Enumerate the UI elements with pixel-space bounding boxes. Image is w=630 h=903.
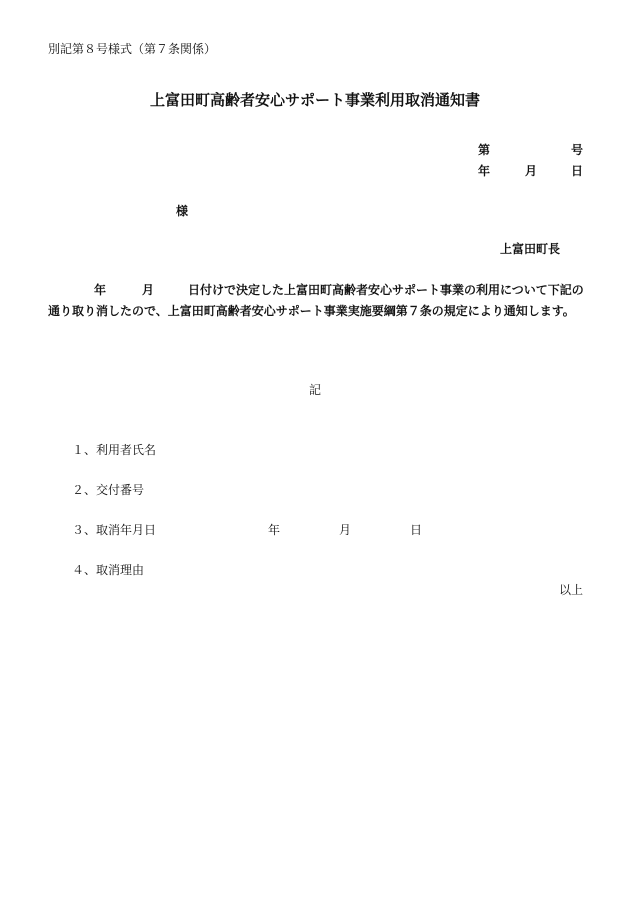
doc-number-dai: 第 <box>478 143 491 157</box>
doc-number-go: 号 <box>571 143 584 157</box>
doc-date-month: 月 <box>525 164 538 178</box>
item-cancel-date-month: 月 <box>339 523 352 537</box>
closing-ijo: 以上 <box>559 583 584 597</box>
body-line2: 通り取り消したので、上富田町高齢者安心サポート事業実施要綱第７条の規定により通知します。 <box>48 304 575 318</box>
doc-date-year: 年 <box>478 164 491 178</box>
item-issue-number: ２、交付番号 <box>72 483 145 497</box>
item-cancel-date-year: 年 <box>268 523 281 537</box>
item-cancel-reason: ４、取消理由 <box>72 563 145 577</box>
item-cancel-date: ３、取消年月日 <box>72 523 157 537</box>
body-month: 月 <box>142 283 155 297</box>
item-cancel-date-day: 日 <box>410 523 423 537</box>
recipient-honorific: 様 <box>176 204 189 218</box>
ki-label: 記 <box>309 383 322 397</box>
body-year: 年 <box>94 283 107 297</box>
doc-date-day: 日 <box>571 164 584 178</box>
sender-name: 上富田町長 <box>500 242 561 256</box>
item-user-name: １、利用者氏名 <box>72 443 157 457</box>
form-number-label: 別記第８号様式（第７条関係） <box>48 42 217 56</box>
document-title: 上富田町高齢者安心サポート事業利用取消通知書 <box>149 91 480 109</box>
body-line1: 日付けで決定した上富田町高齢者安心サポート事業の利用について下記の <box>188 283 584 297</box>
